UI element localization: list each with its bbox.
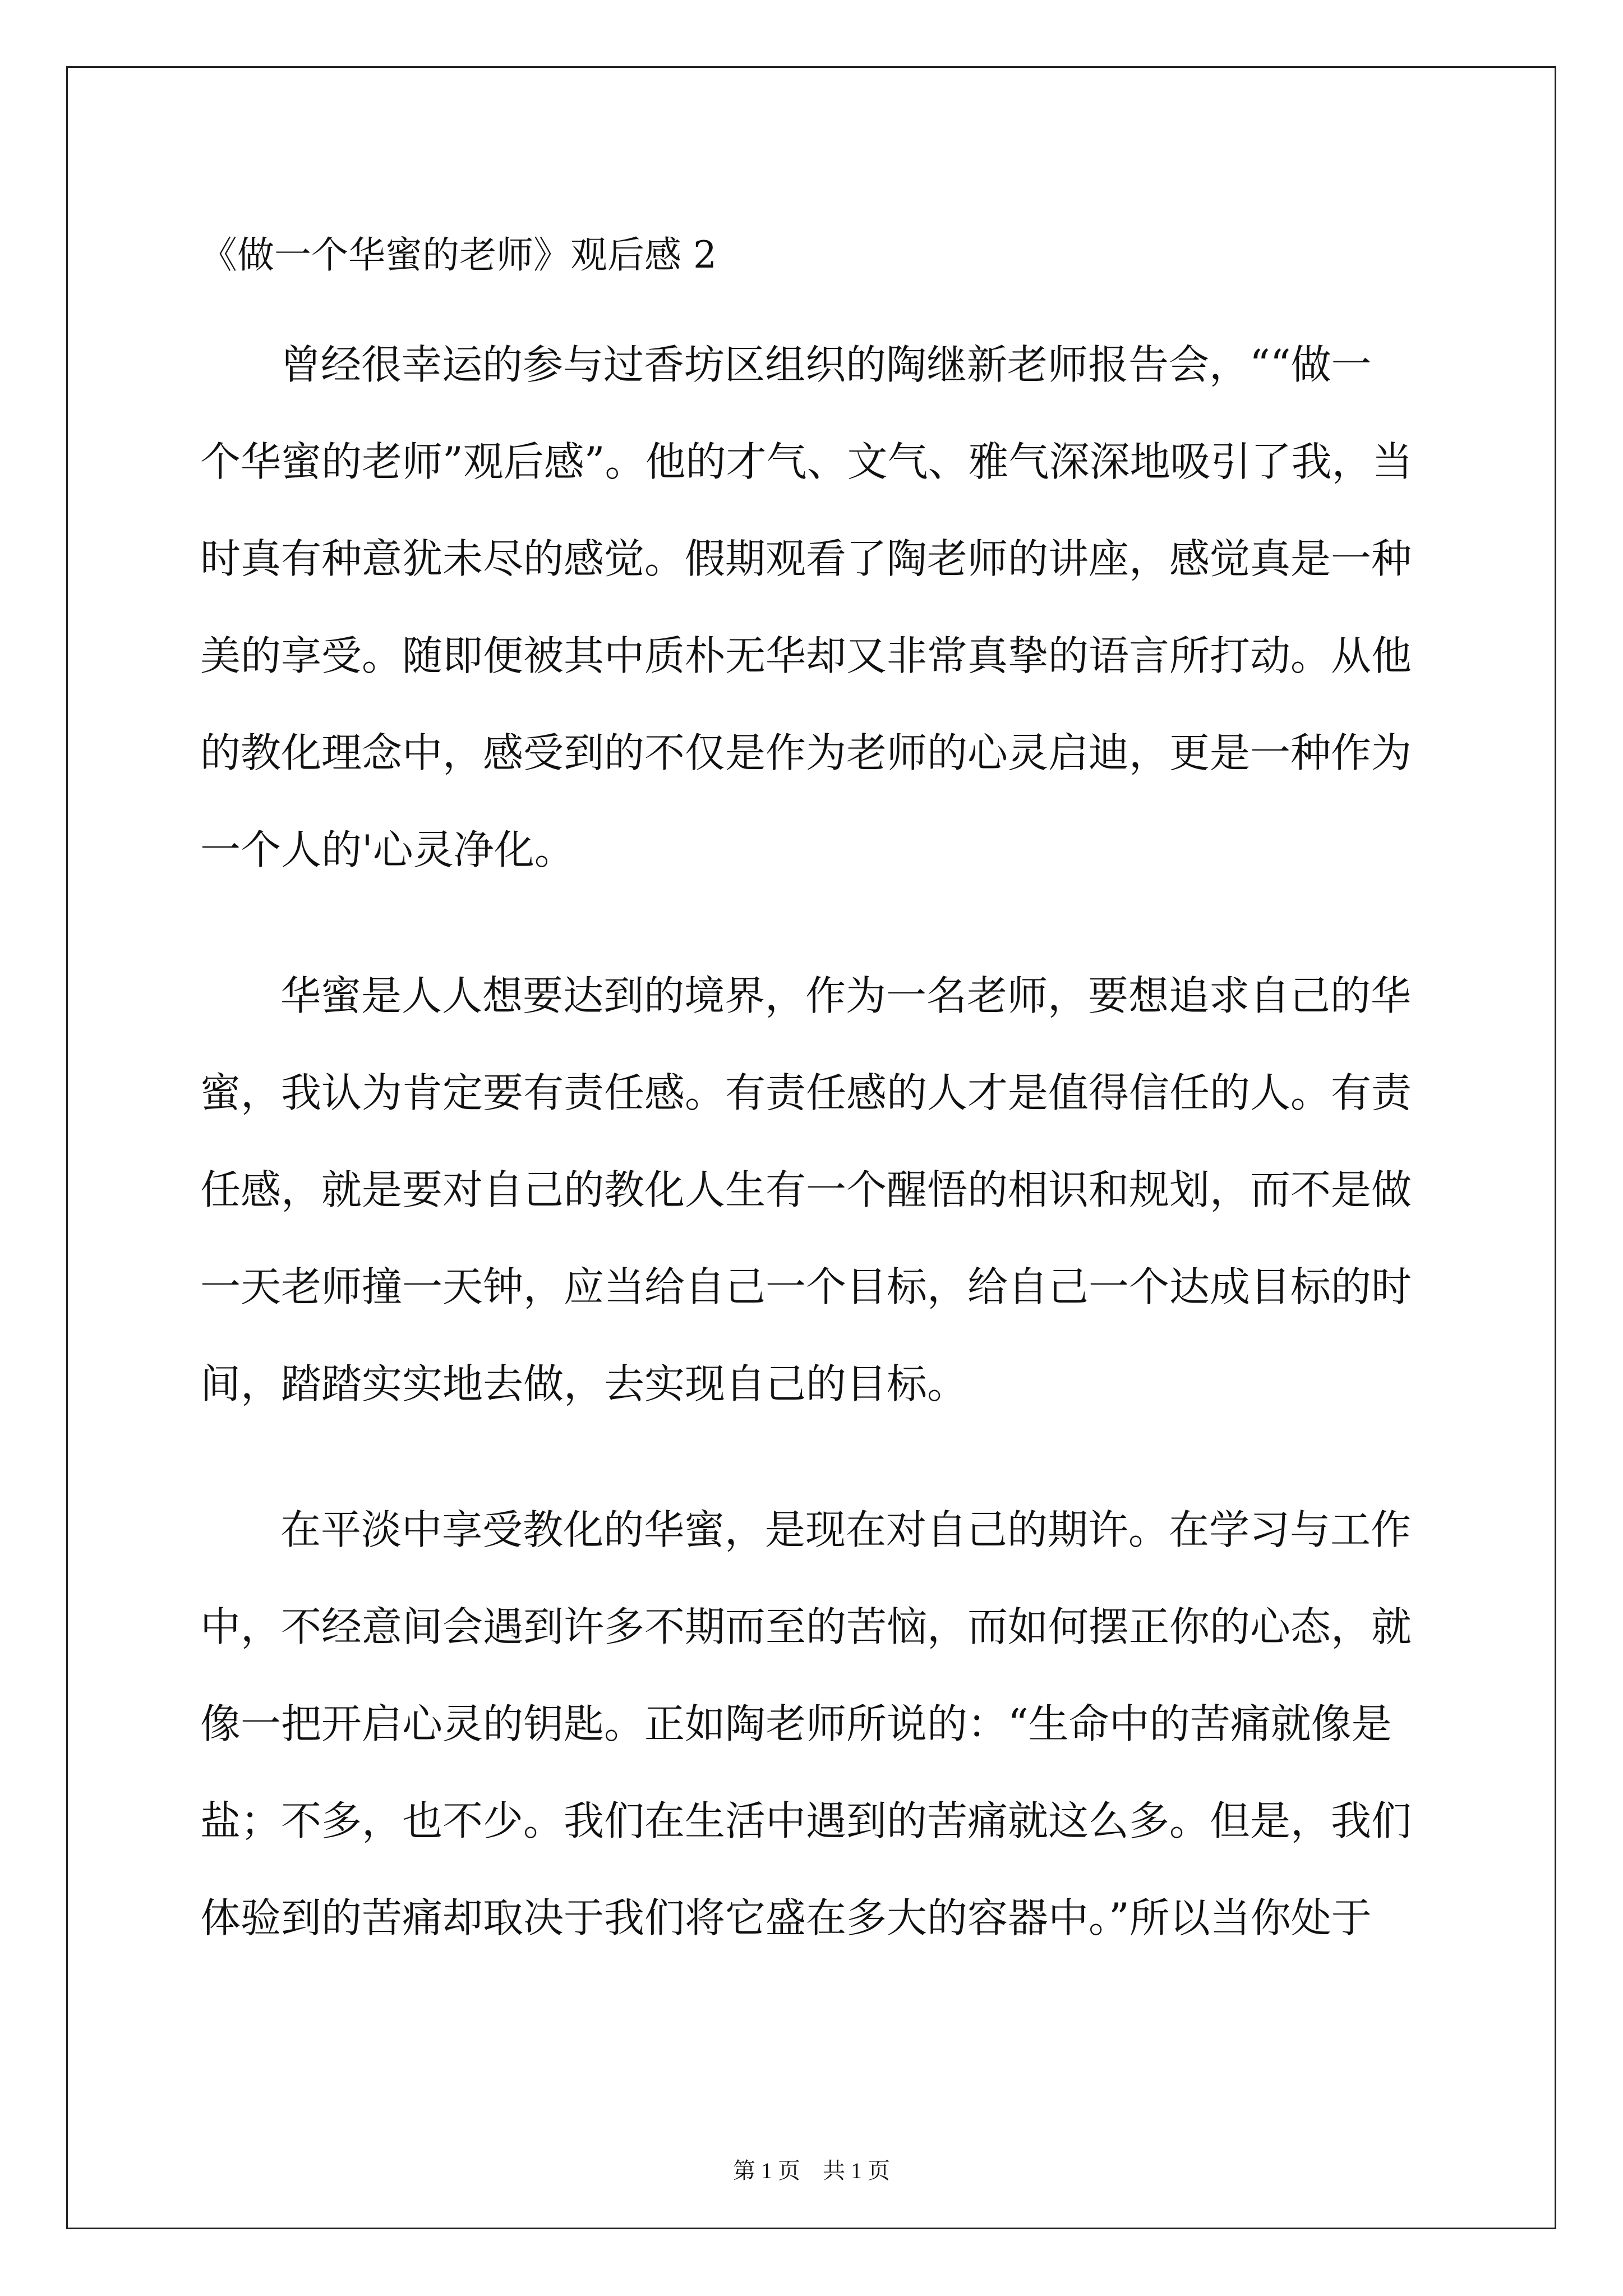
paragraph-2-line-4: 一天老师撞一天钟，应当给自己一个目标，给自己一个达成目标的时 [200, 1263, 1412, 1310]
paragraph-1-line-2: 个华蜜的老师”观后感”。他的才气、文气、雅气深深地吸引了我，当 [200, 438, 1413, 485]
page-footer: 第 1 页 共 1 页 [733, 2158, 890, 2183]
paragraph-3-line-1: 在平淡中享受教化的华蜜，是现在对自己的期许。在学习与工作 [280, 1506, 1412, 1553]
paragraph-2-line-5: 间，踏踏实实地去做，去实现自己的目标。 [200, 1360, 968, 1407]
paragraph-3-line-3: 像一把开启心灵的钥匙。正如陶老师所说的：“生命中的苦痛就像是 [200, 1700, 1392, 1747]
paragraph-3-line-5: 体验到的苦痛却取决于我们将它盛在多大的容器中。”所以当你处于 [200, 1894, 1372, 1941]
paragraph-2-line-1: 华蜜是人人想要达到的境界，作为一名老师，要想追求自己的华 [280, 972, 1412, 1019]
paragraph-2-line-3: 任感，就是要对自己的教化人生有一个醒悟的相识和规划，而不是做 [200, 1166, 1412, 1213]
paragraph-3-line-4: 盐；不多，也不少。我们在生活中遇到的苦痛就这么多。但是，我们 [200, 1797, 1412, 1844]
paragraph-1-line-1: 曾经很幸运的参与过香坊区组织的陶继新老师报告会，““做一 [280, 341, 1372, 388]
paragraph-1-line-4: 美的享受。随即便被其中质朴无华却又非常真挚的语言所打动。从他 [200, 632, 1412, 679]
paragraph-1-line-3: 时真有种意犹未尽的感觉。假期观看了陶老师的讲座，感觉真是一种 [200, 535, 1412, 582]
paragraph-1-line-5: 的教化理念中，感受到的不仅是作为老师的心灵启迪，更是一种作为 [200, 729, 1412, 776]
paragraph-2-line-2: 蜜，我认为肯定要有责任感。有责任感的人才是值得信任的人。有责 [200, 1069, 1412, 1116]
paragraph-1-line-6: 一个人的'心灵净化。 [200, 826, 575, 873]
paragraph-3-line-2: 中，不经意间会遇到许多不期而至的苦恼，而如何摆正你的心态，就 [200, 1603, 1412, 1650]
document-title: 《做一个华蜜的老师》观后感 2 [200, 233, 717, 277]
